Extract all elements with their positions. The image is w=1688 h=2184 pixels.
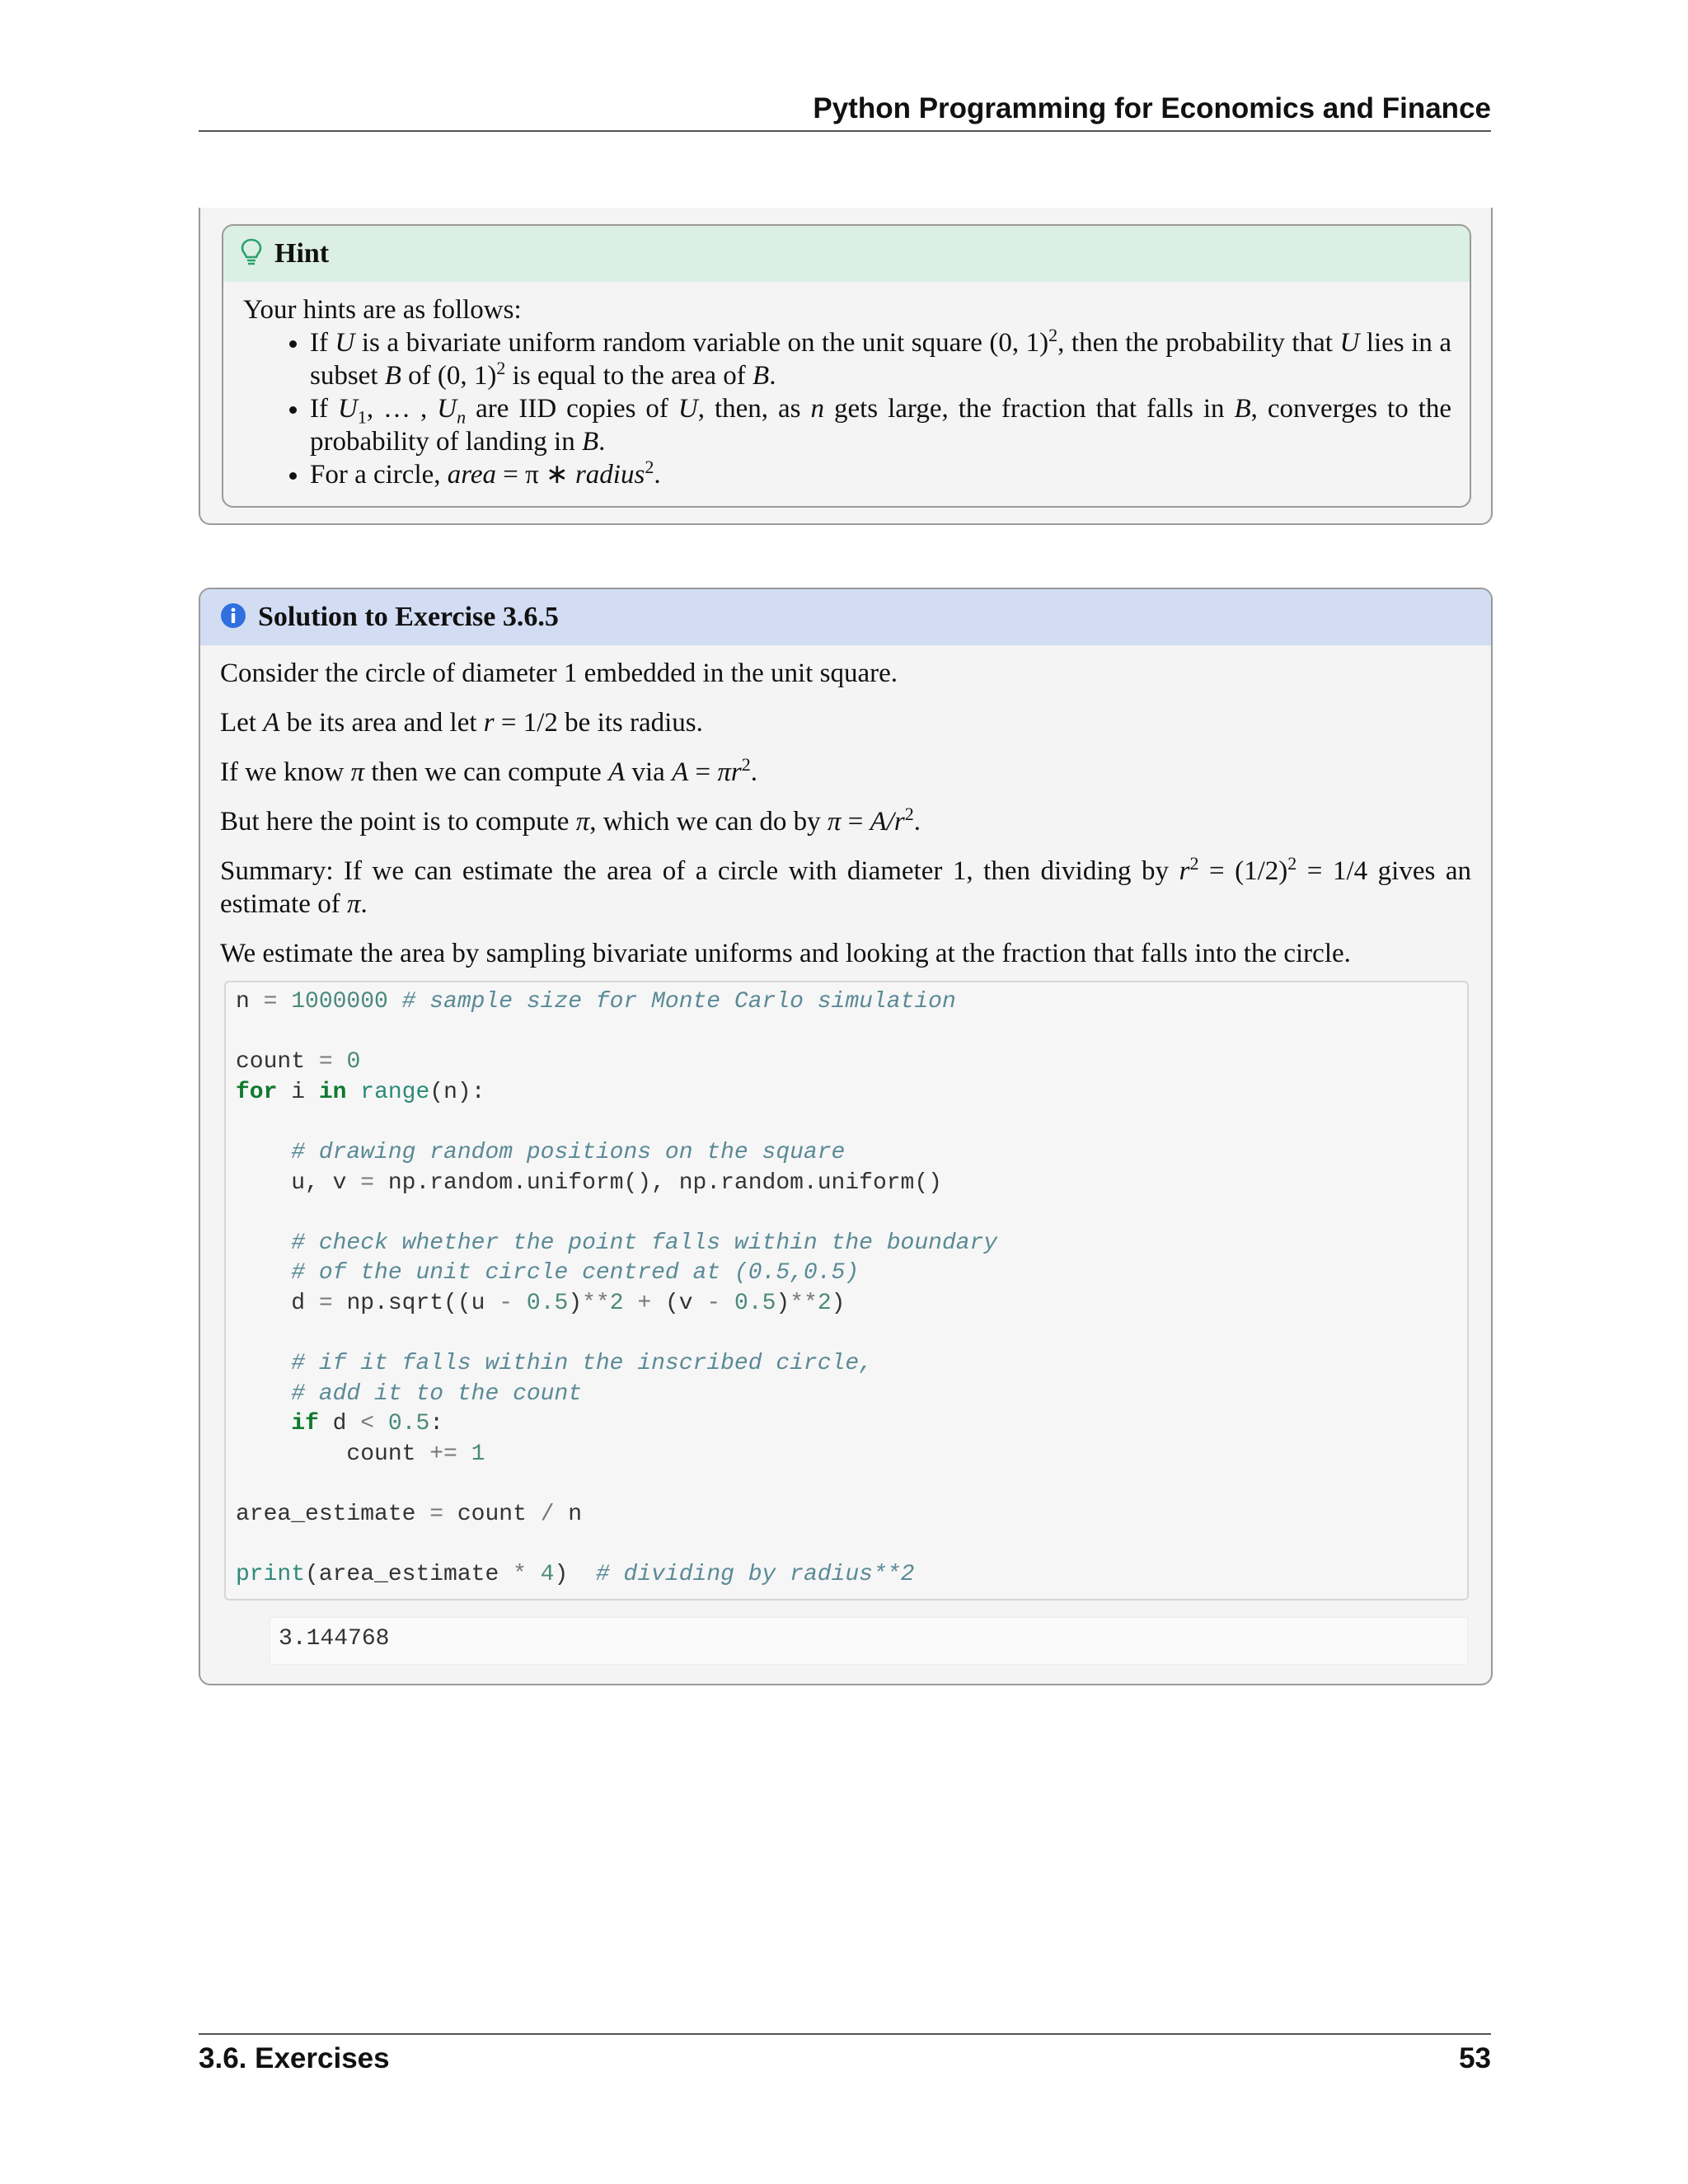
footer-rule — [199, 2033, 1491, 2035]
footer-section: 3.6. Exercises — [199, 2042, 390, 2074]
solution-paragraph: If we know π then we can compute A via $A = \pi r^2$. — [220, 754, 757, 787]
code-line: # check whether the point falls within the boundary — [291, 1230, 998, 1256]
code-line: # drawing random positions on the square — [291, 1140, 846, 1165]
code-output — [270, 1617, 1468, 1665]
code-line: # if it falls within the inscribed circle, — [291, 1351, 873, 1377]
code-line: n = 1000000 # sample size for Monte Carlo simulation — [236, 989, 956, 1015]
hint-admonition — [222, 224, 1471, 508]
solution-header — [200, 589, 1491, 645]
hint-header — [223, 226, 1470, 282]
output-text: 3.144768 — [279, 1626, 390, 1652]
code-line: # add it to the count — [291, 1380, 583, 1407]
code-line: for i in range(n): — [236, 1079, 485, 1105]
code-line: area_estimate = count / n — [236, 1502, 583, 1528]
code-line: count += 1 — [236, 1441, 485, 1467]
hint-item: • If $U_1$, … , $U_n$ are IID copies of U, then, as n gets large, the fraction that falls in B, converges to the probability of landing in B. — [310, 392, 1451, 458]
page-number: 53 — [1459, 2042, 1491, 2074]
lightbulb-icon — [240, 238, 263, 270]
code-line: if d < 0.5: — [291, 1411, 444, 1437]
code-cell[interactable] — [224, 981, 1469, 1601]
code-line: # of the unit circle centred at (0.5,0.5) — [291, 1260, 860, 1286]
info-icon — [220, 602, 246, 633]
page-header-title: Python Programming for Economics and Finance — [813, 92, 1491, 124]
exercise-box — [199, 208, 1493, 525]
header-rule — [199, 130, 1491, 132]
hint-body — [223, 282, 1470, 491]
solution-paragraph: We estimate the area by sampling bivariate uniforms and looking at the fraction that falls into the circle. — [220, 939, 1351, 968]
hint-label: Hint — [274, 238, 330, 269]
solution-label: Solution to Exercise 3.6.5 — [258, 602, 559, 632]
hint-intro: Your hints are as follows: — [243, 295, 522, 325]
solution-paragraph: Summary: If we can estimate the area of a circle with diameter 1, then dividing by $r^2 = (1/2)^2 = 1/4$ gives an estimate of π. — [220, 853, 1471, 919]
code-line: count = 0 — [236, 1049, 361, 1076]
code-line: print(area_estimate * 4) # dividing by radius**2 — [236, 1562, 915, 1588]
hint-item: • If U is a bivariate uniform random variable on the unit square (0, 1)$^2$, then the probability that U lies in a subset B of (0, 1)$^2$ is equal to the area of B. — [310, 326, 1451, 392]
code-line: d = np.sqrt((u - 0.5)**2 + (v - 0.5)**2) — [236, 1291, 846, 1316]
solution-paragraph: Consider the circle of diameter 1 embedded in the unit square. — [220, 658, 898, 688]
hint-list — [243, 326, 1451, 491]
solution-paragraph: Let A be its area and let r = 1/2 be its radius. — [220, 708, 703, 738]
code-line: u, v = np.random.uniform(), np.random.uniform() — [236, 1169, 942, 1196]
solution-body — [200, 657, 1491, 970]
hint-item: • For a circle, area = π ∗ radius$^2$. — [310, 458, 1451, 491]
solution-paragraph: But here the point is to compute π, which we can do by $\pi = A/r^2$. — [220, 804, 921, 837]
solution-admonition — [199, 588, 1493, 1685]
